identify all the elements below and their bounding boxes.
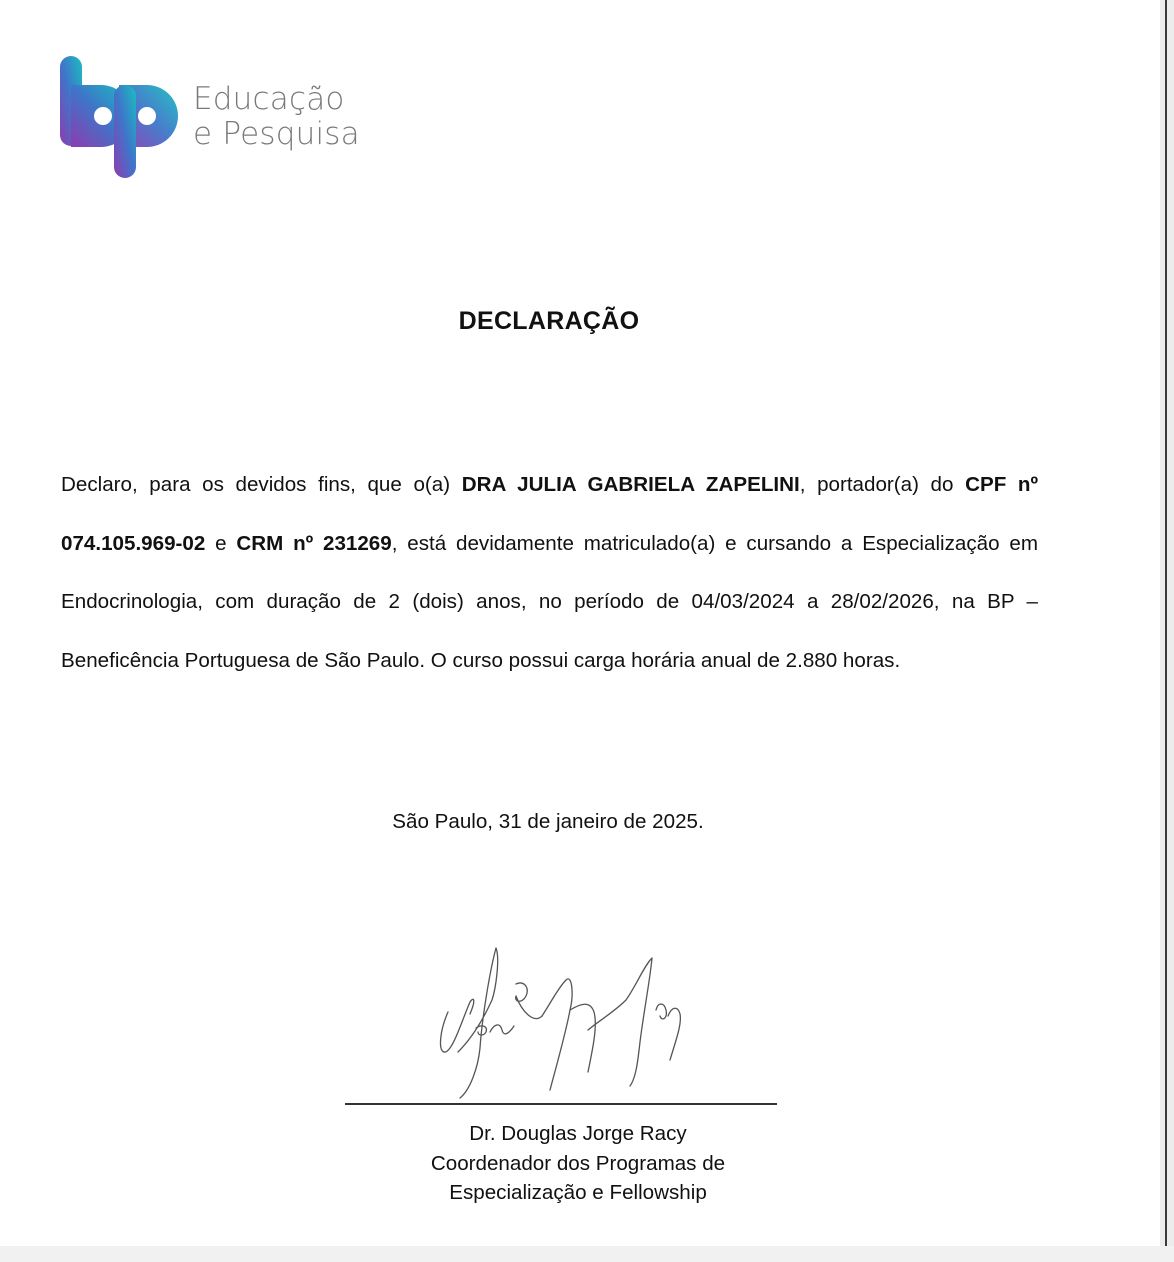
crm-number: CRM nº 231269 <box>236 531 392 555</box>
date-line: São Paulo, 31 de janeiro de 2025. <box>392 810 704 833</box>
bp-logo-icon <box>58 54 180 180</box>
handwritten-signature <box>430 940 700 1105</box>
bottom-edge <box>0 1246 1174 1262</box>
student-name: DRA JULIA GABRIELA ZAPELINI <box>461 473 800 496</box>
signer-name: Dr. Douglas Jorge Racy <box>469 1122 687 1145</box>
body-part-3: e <box>205 531 237 555</box>
body-part-1: Declaro, para os devidos fins, que o(a) <box>61 473 462 496</box>
signer-role-line-1: Coordenador dos Programas de <box>430 1151 726 1175</box>
document-title: DECLARAÇÃO <box>458 307 640 335</box>
body-part-2: , portador(a) do <box>799 473 966 496</box>
body-part-4: , está devidamente matriculado(a) e cursando a Especialização em Endocrinologia, com duração de 2 (dois) anos, no período de 04/03/2024 a 28/02/2026, na BP – Beneficência Portuguesa de São Paulo. O curso possui carga horária anual de 2.880 horas. <box>61 531 1038 672</box>
cpf-number: CPF nº 074.105.969-02 <box>61 473 1038 555</box>
declaration-body <box>61 456 1038 690</box>
signer-block <box>0 1119 1156 1208</box>
logo-wordmark <box>193 82 360 152</box>
logo-line-2: e Pesquisa <box>193 116 360 152</box>
logo-line-1: Educação <box>193 81 345 117</box>
right-edge <box>1160 0 1174 1262</box>
signer-role-line-2: Especialização e Fellowship <box>449 1181 707 1204</box>
signature-line <box>345 1103 777 1105</box>
logo <box>58 54 378 184</box>
